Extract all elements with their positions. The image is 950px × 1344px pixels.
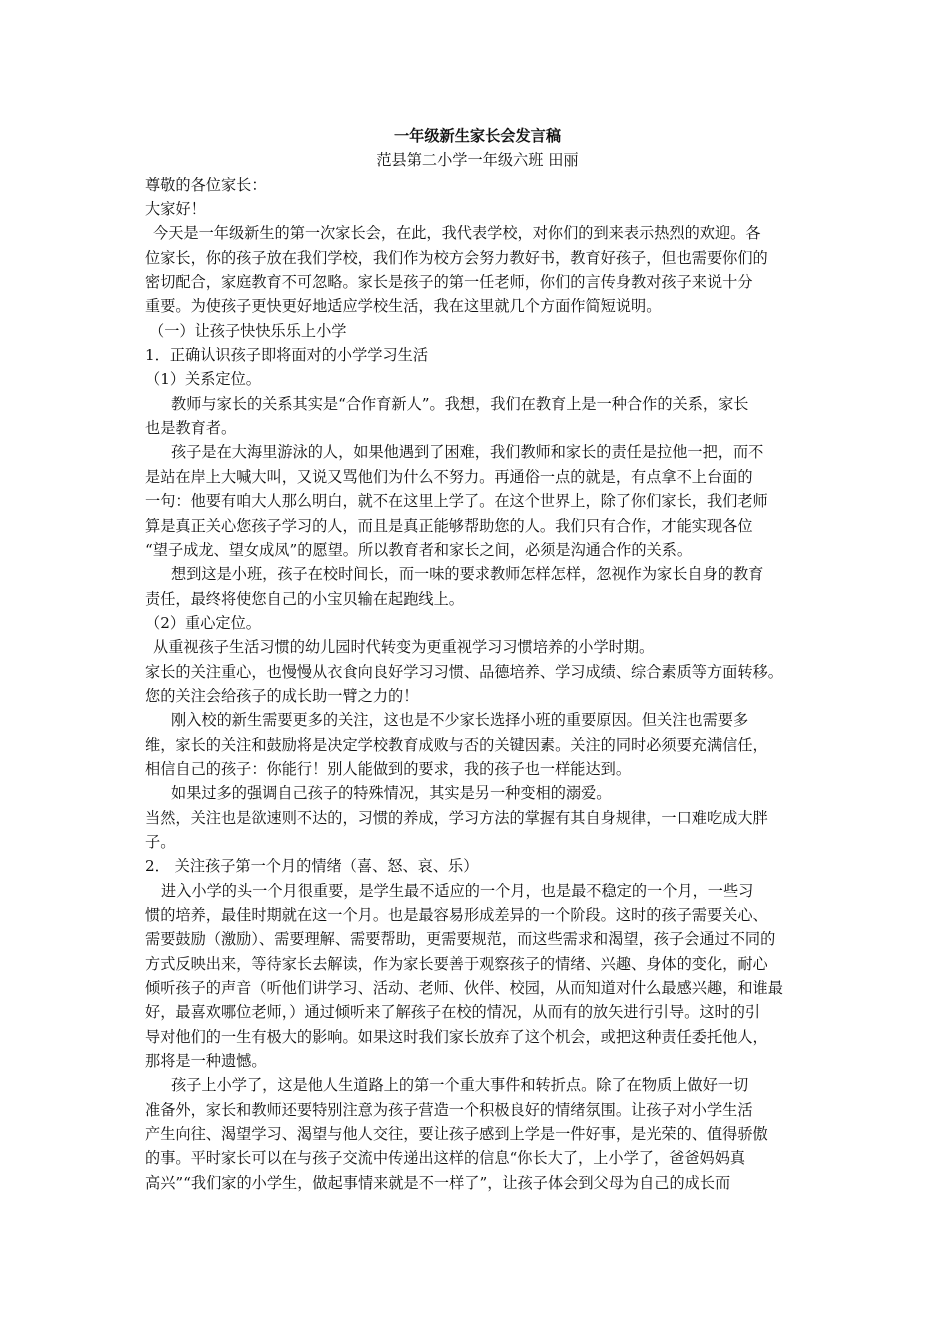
text-line: 一句：他要有咱大人那么明白，就不在这里上学了。在这个世界上，除了你们家长，我们老师	[145, 492, 768, 511]
text-line: 导对他们的一生有极大的影响。如果这时我们家长放弃了这个机会，或把这种责任委托他人，	[145, 1027, 768, 1046]
text-line: 维，家长的关注和鼓励将是决定学校教育成败与否的关键因素。关注的同时必须要充满信任，	[145, 735, 768, 754]
text-line: 想到这是小班，孩子在校时间长，而一味的要求教师怎样怎样，忽视作为家长自身的教育	[171, 565, 764, 584]
text-line: （1）关系定位。	[145, 370, 261, 389]
text-line: 尊敬的各位家长：	[145, 175, 267, 194]
text-line: 当然，关注也是欲速则不达的，习惯的养成，学习方法的掌握有其自身规律，一口难吃成大胖	[145, 808, 768, 827]
text-line: （2）重心定位。	[145, 613, 261, 632]
text-line: 好，最喜欢哪位老师，）通过倾听来了解孩子在校的情况，从而有的放矢进行引导。这时的引	[145, 1003, 761, 1022]
text-line: 位家长，你的孩子放在我们学校，我们作为校方会努力教好书，教育好孩子，但也需要你们的	[145, 248, 768, 267]
text-line: 家长的关注重心，也慢慢从衣食向良好学习习惯、品德培养、学习成绩、综合素质等方面转移。	[145, 662, 783, 681]
text-line: 产生向往、渴望学习、渴望与他人交往，要让孩子感到上学是一件好事，是光荣的、值得骄傲	[145, 1125, 768, 1144]
document-subtitle: 范县第二小学一年级六班 田丽	[376, 151, 579, 170]
text-line: “望子成龙、望女成凤”的愿望。所以教育者和家长之间，必须是沟通合作的关系。	[145, 540, 693, 559]
text-line: 进入小学的头一个月很重要，是学生最不适应的一个月，也是最不稳定的一个月，一些习	[161, 881, 754, 900]
text-line: 从重视孩子生活习惯的幼儿园时代转变为更重视学习习惯培养的小学时期。	[153, 638, 655, 657]
text-line: 准备外，家长和教师还要特别注意为孩子营造一个积极良好的情绪氛围。让孩子对小学生活	[145, 1100, 753, 1119]
document-title: 一年级新生家长会发言稿	[393, 127, 562, 145]
text-line: 孩子是在大海里游泳的人，如果他遇到了困难，我们教师和家长的责任是拉他一把，而不	[171, 443, 764, 462]
text-line: 您的关注会给孩子的成长助一臂之力的！	[145, 686, 419, 705]
text-line: 如果过多的强调自己孩子的特殊情况，其实是另一种变相的溺爱。	[171, 784, 612, 803]
text-line: 教师与家长的关系其实是“合作育新人”。我想，我们在教育上是一种合作的关系，家长	[171, 394, 749, 413]
text-line: 刚入校的新生需要更多的关注，这也是不少家长选择小班的重要原因。但关注也需要多	[171, 711, 749, 730]
text-line: 相信自己的孩子：你能行！别人能做到的要求，我的孩子也一样能达到。	[145, 759, 631, 778]
text-line: 方式反映出来，等待家长去解读，作为家长要善于观察孩子的情绪、兴趣、身体的变化，耐心	[145, 954, 768, 973]
text-line: 责任，最终将使您自己的小宝贝输在起跑线上。	[145, 589, 464, 608]
text-line: 密切配合，家庭教育不可忽略。家长是孩子的第一任老师，你们的言传身教对孩子来说十分	[145, 273, 753, 292]
text-line: 需要鼓励（激励）、需要理解、需要帮助，更需要规范，而这些需求和渴望，孩子会通过不同的	[145, 930, 776, 949]
text-line: 2． 关注孩子第一个月的情绪（喜、怒、哀、乐）	[145, 857, 479, 876]
text-line: 的事。平时家长可以在与孩子交流中传递出这样的信息“你长大了，上小学了，爸爸妈妈真	[145, 1149, 746, 1168]
text-line: 高兴”“我们家的小学生，做起事情来就是不一样了”，让孩子体会到父母为自己的成长而	[145, 1173, 731, 1192]
text-line: （一）让孩子快快乐乐上小学	[149, 321, 347, 340]
text-line: 子。	[145, 832, 176, 851]
text-line: 也是教育者。	[145, 419, 237, 438]
text-line: 1．正确认识孩子即将面对的小学学习生活	[145, 346, 429, 365]
document-text	[145, 173, 810, 1195]
text-line: 惯的培养，最佳时期就在这一个月。也是最容易形成差异的一个阶段。这时的孩子需要关心、	[145, 906, 768, 924]
text-line: 那将是一种遗憾。	[145, 1052, 267, 1071]
text-line: 重要。为使孩子更快更好地适应学校生活，我在这里就几个方面作简短说明。	[145, 297, 662, 316]
text-line: 大家好！	[145, 200, 206, 219]
text-line: 倾听孩子的声音（听他们讲学习、活动、老师、伙伴、校园，从而知道对什么最感兴趣，和谁最	[145, 979, 783, 998]
text-line: 算是真正关心您孩子学习的人，而且是真正能够帮助您的人。我们只有合作，才能实现各位	[145, 516, 753, 535]
document-body	[145, 124, 810, 1195]
text-line: 今天是一年级新生的第一次家长会，在此，我代表学校，对你们的到来表示热烈的欢迎。各	[153, 224, 761, 243]
text-line: 是站在岸上大喊大叫，又说又骂他们为什么不努力。再通俗一点的就是，有点拿不上台面的	[145, 467, 753, 486]
text-line: 孩子上小学了，这是他人生道路上的第一个重大事件和转折点。除了在物质上做好一切	[171, 1076, 749, 1095]
